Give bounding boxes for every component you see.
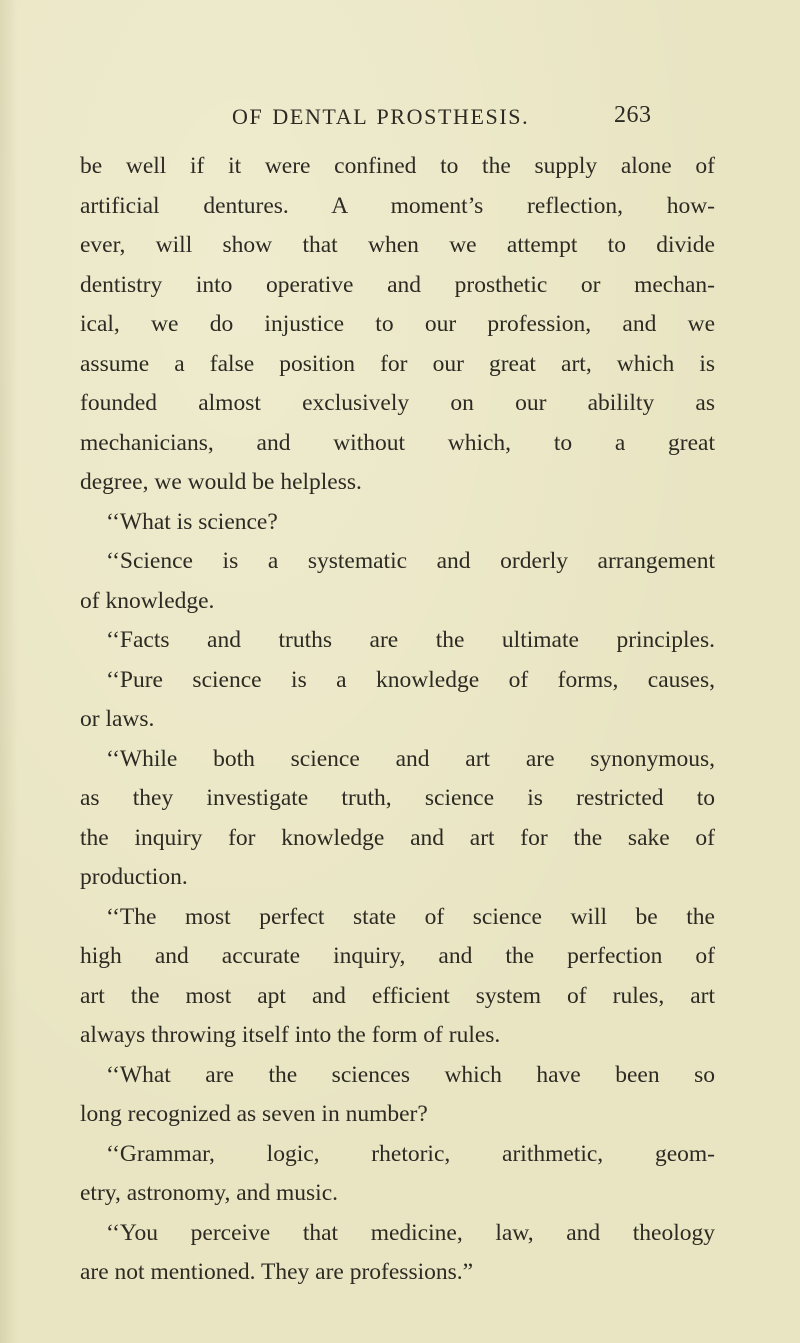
text-line: the inquiry for knowledge and art for the sake of xyxy=(80,824,715,851)
running-head: OF DENTAL PROSTHESIS. xyxy=(232,104,530,129)
text-line: ‘‘Pure science is a knowledge of forms, causes, xyxy=(106,666,715,693)
text-line: ‘‘Science is a systematic and orderly arrangement xyxy=(106,548,715,574)
text-line: are not mentioned. They are professions.” xyxy=(80,1259,474,1285)
page-header xyxy=(0,96,800,136)
text-line: art the most apt and efficient system of rules, art xyxy=(80,982,715,1009)
text-line: long recognized as seven in number? xyxy=(80,1101,428,1127)
text-line: ical, we do injustice to our profession, and we xyxy=(80,311,715,337)
text-line: ‘‘You perceive that medicine, law, and theology xyxy=(106,1219,715,1246)
text-line: ‘‘The most perfect state of science will be the xyxy=(106,903,715,930)
text-line: high and accurate inquiry, and the perfection of xyxy=(80,943,715,969)
text-line: ‘‘What is science? xyxy=(106,508,278,535)
text-line: ‘‘While both science and art are synonymous, xyxy=(106,745,715,772)
body-text xyxy=(80,147,715,1293)
text-line: etry, astronomy, and music. xyxy=(80,1180,339,1206)
text-line: assume a false position for our great art, which is xyxy=(80,350,715,377)
text-line: as they investigate truth, science is restricted to xyxy=(80,785,715,811)
text-line: production. xyxy=(80,864,188,890)
text-line: dentistry into operative and prosthetic or mechan- xyxy=(80,271,715,298)
text-line: ‘‘What are the sciences which have been so xyxy=(106,1061,715,1088)
text-line: ‘‘Grammar, logic, rhetoric, arithmetic, geom- xyxy=(106,1140,715,1167)
text-line: of knowledge. xyxy=(80,587,215,614)
page-number: 263 xyxy=(614,102,652,128)
text-line: mechanicians, and without which, to a great xyxy=(80,429,715,456)
text-line: ‘‘Facts and truths are the ultimate principles. xyxy=(106,627,715,653)
text-line: be well if it were confined to the supply alone of xyxy=(80,153,715,179)
text-line: artificial dentures. A moment’s reflection, how- xyxy=(80,192,715,219)
text-line: degree, we would be helpless. xyxy=(80,469,362,495)
text-line: founded almost exclusively on our abililty as xyxy=(80,390,715,416)
text-line: always throwing itself into the form of rules. xyxy=(80,1022,501,1048)
text-line: or laws. xyxy=(80,706,155,732)
text-line: ever, will show that when we attempt to divide xyxy=(80,232,715,258)
